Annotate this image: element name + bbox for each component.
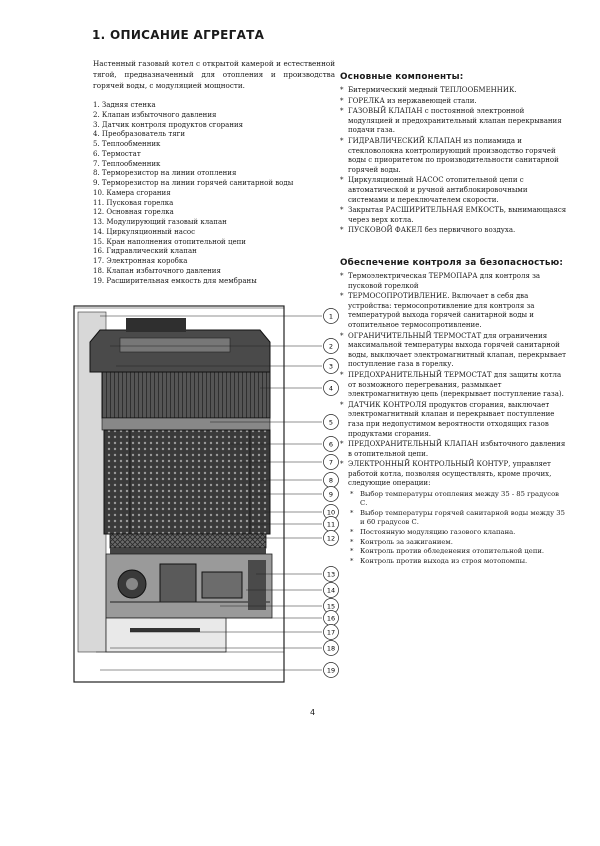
svg-text:6: 6 — [328, 440, 334, 449]
callout-3 — [324, 359, 339, 374]
parts-list-item: 16. Гидравлический клапан — [93, 247, 197, 256]
svg-text:13: 13 — [326, 570, 336, 579]
callout-11 — [324, 517, 339, 532]
list-item: * Закрытая РАСШИРИТЕЛЬНАЯ ЕМКОСТЬ, вынимающаяся через верх котла. — [340, 206, 568, 225]
parts-list-item: 15. Кран наполнения отопительной цепи — [93, 237, 246, 246]
list-item: * Циркуляционный НАСОС отопительной цепи с автоматической и ручной антиблокировочными системами и переключателем скорости. — [340, 176, 568, 205]
callout-13 — [324, 567, 339, 582]
list-item: * ТЕРМОСОПРОТИВЛЕНИЕ. Включает в себя два устройства: термосопротивление для контроля за температурой выхода горячей санитарной воды и отопительное термосопротивление. — [340, 292, 568, 330]
main-components-list — [340, 86, 568, 236]
svg-text:7: 7 — [328, 458, 334, 467]
parts-list-item: 12. Основная горелка — [93, 208, 174, 217]
list-item: * ОГРАНИЧИТЕЛЬНЫЙ ТЕРМОСТАТ для ограничения максимальной температуры выхода горячей санитарной воды, выключает электромагнитный клапан, перекрывает поступление газа в горелку. — [340, 332, 568, 370]
list-item: * Термоэлектрическая ТЕРМОПАРА для контроля за пусковой горелкой — [340, 272, 568, 291]
parts-list-item: 7. Теплообменник — [93, 159, 161, 168]
callout-2 — [324, 339, 339, 354]
svg-text:14: 14 — [326, 586, 336, 595]
svg-text:1: 1 — [328, 312, 334, 321]
callout-19 — [324, 663, 339, 678]
svg-text:18: 18 — [326, 644, 336, 653]
svg-text:2: 2 — [328, 342, 334, 351]
svg-text:5: 5 — [328, 418, 334, 427]
callout-4 — [324, 381, 339, 396]
list-item: * ГАЗОВЫЙ КЛАПАН с постоянной электронной модуляцией и предохранительный клапан перекрывания подачи газа. — [340, 107, 568, 136]
list-item: * ПРЕДОХРАНИТЕЛЬНЫЙ КЛАПАН избыточного давления в отопительной цепи. — [340, 440, 568, 459]
callout-8 — [324, 473, 339, 488]
svg-text:8: 8 — [328, 476, 334, 485]
list-item: * ПУСКОВОЙ ФАКЕЛ без первичного воздуха. — [340, 226, 568, 236]
list-item: * ЭЛЕКТРОННЫЙ КОНТРОЛЬНЫЙ КОНТУР, управляет работой котла, позволяя осуществлять, кроме прочих, следующие операции: — [340, 460, 568, 489]
list-item: * Выбор температуры отопления между 35 - 85 градусов С. — [350, 490, 568, 508]
svg-text:17: 17 — [326, 628, 336, 637]
control-operations-list — [340, 490, 568, 566]
callout-18 — [324, 641, 339, 656]
callout-5 — [324, 415, 339, 430]
safety-list — [340, 272, 568, 489]
list-item: * Постоянную модуляцию газового клапана. — [350, 528, 568, 537]
safety-section — [340, 258, 568, 567]
callout-6 — [324, 437, 339, 452]
list-item: * Контроль за зажиганием. — [350, 538, 568, 547]
parts-list-item: 2. Клапан избыточного давления — [93, 110, 217, 119]
parts-list-item: 19. Расширительная емкость для мембраны — [93, 276, 257, 285]
combustion-chamber — [104, 430, 270, 534]
callout-1 — [324, 309, 339, 324]
callout-12 — [324, 531, 339, 546]
svg-text:3: 3 — [328, 362, 334, 371]
parts-list-item: 17. Электронная коробка — [93, 257, 188, 265]
svg-text:16: 16 — [326, 614, 336, 623]
safety-heading: Обеспечение контроля за безопасностью: — [340, 258, 564, 268]
svg-text:12: 12 — [326, 534, 336, 543]
list-item: * ПРЕДОХРАНИТЕЛЬНЫЙ ТЕРМОСТАТ для защиты котла от возможного перегревания, размыкает электромагнитную цепь (перекрывает поступление газа). — [340, 371, 568, 400]
boiler-diagram — [70, 302, 348, 692]
svg-text:10: 10 — [326, 508, 336, 517]
bottom-mechanics — [96, 554, 284, 652]
section-title: 1. ОПИСАНИЕ АГРЕГАТА — [92, 28, 265, 42]
main-components-heading: Основные компоненты: — [340, 72, 464, 82]
callout-9 — [324, 487, 339, 502]
draught-diverter — [90, 318, 270, 372]
list-item: * ДАТЧИК КОНТРОЛЯ продуктов сгорания, выключает электромагнитный клапан и перекрывает поступление газа при недопустимом вероятности отходящих газов продуктами сгорания. — [340, 401, 568, 439]
parts-list-item: 1. Задняя стенка — [93, 101, 156, 109]
list-item: * Контроль против обледенения отопительной цепи. — [350, 547, 568, 556]
parts-list-item: 18. Клапан избыточного давления — [93, 266, 221, 275]
callout-14 — [324, 583, 339, 598]
callout-16 — [324, 611, 339, 626]
parts-list-item: 6. Термостат — [93, 149, 141, 158]
svg-text:15: 15 — [326, 602, 336, 611]
parts-list-item: 9. Терморезистор на линии горячей санитарной воды — [93, 179, 294, 187]
parts-list-item: 14. Циркуляционный насос — [93, 227, 196, 236]
svg-text:4: 4 — [328, 384, 334, 393]
svg-text:19: 19 — [326, 666, 336, 675]
callout-markers — [324, 309, 339, 678]
parts-list — [93, 101, 333, 286]
parts-list-item: 10. Камера сгорания — [93, 188, 171, 197]
burner — [110, 534, 266, 554]
svg-text:9: 9 — [328, 490, 334, 499]
callout-17 — [324, 625, 339, 640]
intro-paragraph: Настенный газовый котел с открытой камерой и естественной тягой, предназначенный для отопления и производства горячей воды, с модуляцией мощности. — [93, 59, 335, 90]
parts-list-item: 8. Терморезистор на линии отопления — [93, 169, 237, 178]
heat-exchanger — [102, 372, 270, 430]
page-number: 4 — [310, 708, 316, 717]
parts-list-item: 11. Пусковая горелка — [93, 198, 174, 207]
main-components-section — [340, 72, 568, 237]
parts-list-item: 5. Теплообменник — [93, 140, 161, 148]
list-item: * Контроль против выхода из строя мотопомпы. — [350, 557, 568, 566]
svg-text:11: 11 — [326, 520, 336, 529]
list-item: * Битермический медный ТЕПЛООБМЕННИК. — [340, 86, 568, 96]
parts-list-item: 3. Датчик контроля продуктов сгорания — [93, 120, 244, 129]
parts-list-item: 4. Преобразователь тяги — [93, 130, 185, 139]
parts-list-item: 13. Модулирующий газовый клапан — [93, 218, 227, 226]
list-item: * ГИДРАВЛИЧЕСКИЙ КЛАПАН из полиамида и стекловолокна контролирующий производство горячей воды с приоритетом по производительности санитарной горячей воды. — [340, 137, 568, 175]
list-item: * Выбор температуры горячей санитарной воды между 35 и 60 градусов С. — [350, 509, 568, 527]
list-item: * ГОРЕЛКА из нержавеющей стали. — [340, 97, 568, 107]
callout-7 — [324, 455, 339, 470]
